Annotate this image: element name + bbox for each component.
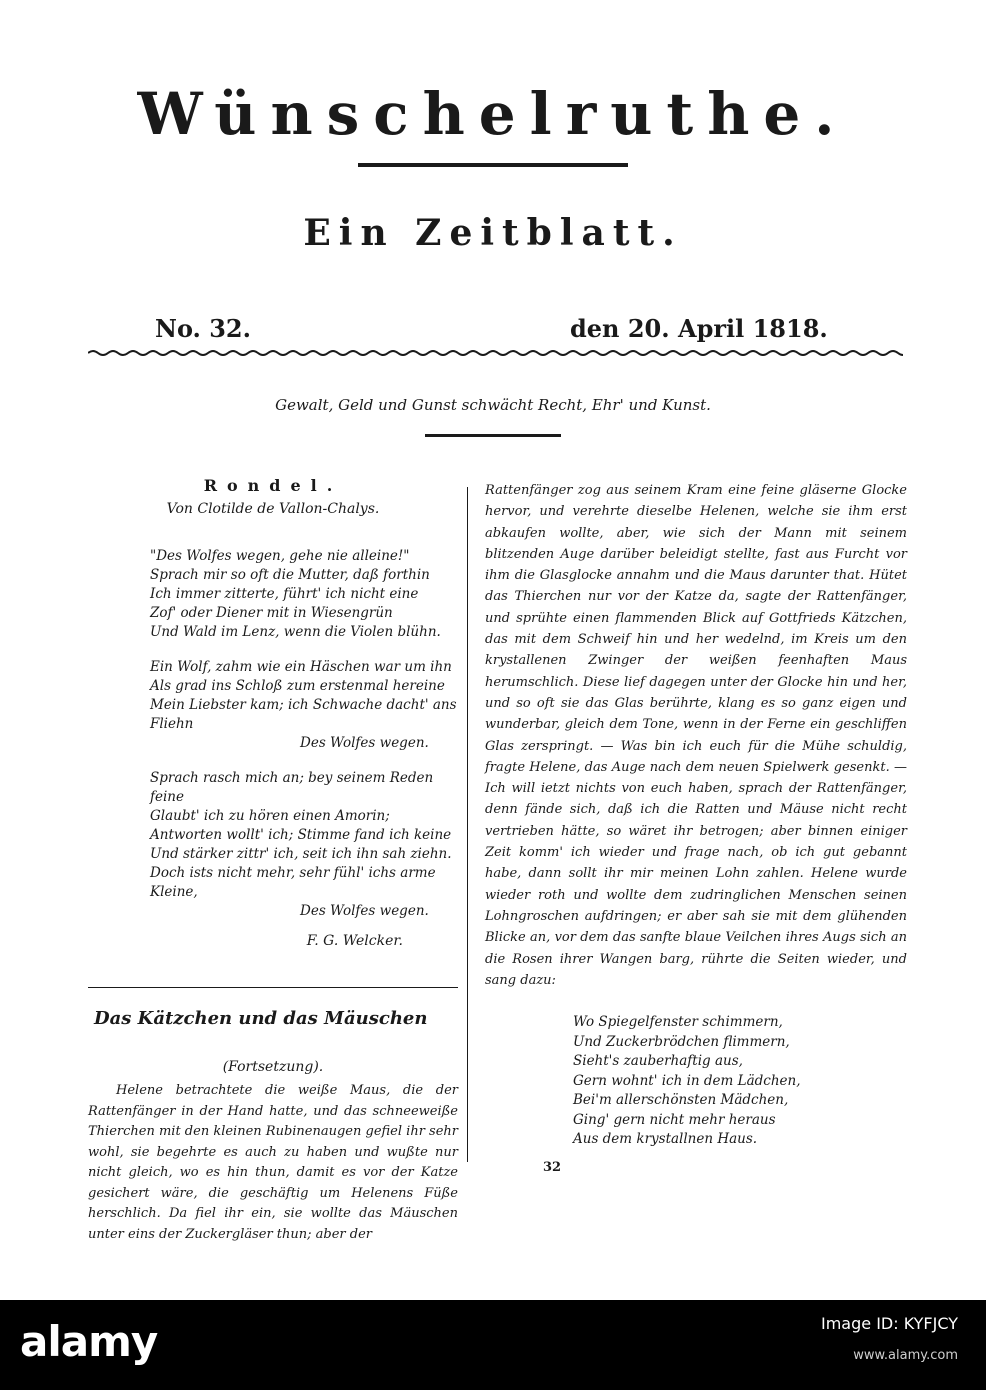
poem-refrain: Des Wolfes wegen.	[300, 903, 429, 919]
wavy-rule	[88, 348, 903, 358]
poem-stanza	[150, 547, 458, 642]
song-line: Ging' gern nicht mehr heraus	[573, 1111, 776, 1128]
alamy-logo: alamy	[20, 1317, 158, 1366]
poem-line: Sprach mir so oft die Mutter, daß forthin	[150, 567, 430, 583]
motto: Gewalt, Geld und Gunst schwächt Recht, Ehr' und Kunst.	[275, 396, 711, 414]
article-paragraph: Rattenfänger zog aus seinem Kram eine feine gläserne Glocke hervor, und verehrte dieselbe Helenen, welche sie ihm erst abkaufen wollte, aber, wie sich der Mann mit seinem blitzenden Auge darüber beleidigt stellte, fast aus Furcht vor ihm die Glasglocke annahm und die Maus darunter that. Hütet das Thierchen nur vor der Katze da, sagte der Rattenfänger, und sprühte einen flammenden Blick auf Gottfrieds Kätzchen, das mit dem Schweif hin und her wedelnd, im Kreis um den krystallenen Zwinger der weißen feenhaften Maus herumschlich. Diese lief dagegen unter der Glocke hin und her, und so oft sie das Glas berührte, klang es so ganz eigen und wunderbar, gleich dem Tone, wenn in der Ferne ein geschliffen Glas zerspringt. — Was bin ich euch für die Mühe schuldig, fragte Helene, das Auge nach dem neuen Spielwerk gesenkt. — Ich will ietzt nichts von euch haben, sprach der Rattenfänger, denn fände sich, daß ich die Ratten und Mäuse nicht recht vertrieben hätte, so wäret ihr betrogen; aber binnen einiger Zeit komm' ich wieder und frage nach, ob ich gut gebannt habe, dann sollt ihr mir meinen Lohn zahlen. Helene wurde wieder roth und wollte dem zudringlichen Menschen seinen Lohngroschen aufdringen; er aber sah sie mit dem glühenden Blicke an, vor dem das sanfte blaue Veilchen ihres Augs sich an die Rosen ihrer Wangen barg, rührte die Seiten wieder, und sang dazu:	[485, 483, 907, 988]
masthead-rule	[358, 163, 628, 167]
poem-signature: F. G. Welcker.	[306, 933, 403, 949]
song-verse	[573, 1013, 907, 1150]
poem-line: Und stärker zittr' ich, seit ich ihn sah ziehn.	[150, 846, 452, 862]
column-divider	[467, 487, 468, 1162]
page-number: 32	[543, 1160, 562, 1175]
poem-line: Als grad ins Schloß zum erstenmal hereine	[150, 678, 445, 694]
poem-line: Sprach rasch mich an; bey seinem Reden feine	[150, 770, 434, 805]
article-text-left	[88, 1081, 458, 1245]
song-line: Bei'm allerschönsten Mädchen,	[573, 1092, 789, 1109]
poem-line: Doch ists nicht mehr, sehr fühl' ichs arme Kleine,	[150, 865, 436, 900]
poem-refrain: Des Wolfes wegen.	[300, 735, 429, 751]
song-line: Wo Spiegelfenster schimmern,	[573, 1014, 783, 1031]
image-id: Image ID: KYFJCY	[821, 1314, 958, 1333]
poem-stanza	[150, 769, 458, 921]
section-divider	[88, 987, 458, 988]
left-column	[88, 472, 458, 1245]
article-paragraph: Helene betrachtete die weiße Maus, die der Rattenfänger in der Hand hatte, und das schneeweiße Thierchen mit den kleinen Rubinenaugen gefiel ihr sehr wohl, sie begehrte es auch zu haben und wußte nur nicht gleich, wo es hin thun, damit es vor der Katze gesichert wäre, die geschäftig um Helenens Füße herschlich. Da fiel ihr ein, sie wollte das Mäuschen unter eins der Zuckergläser thun; aber der	[88, 1083, 458, 1242]
poem-title: Rondel.	[203, 476, 343, 495]
poem-line: "Des Wolfes wegen, gehe nie alleine!"	[150, 548, 410, 564]
poem-line: Antworten wollt' ich; Stimme fand ich keine	[150, 827, 452, 843]
article-title: Das Kätzchen und das Mäuschen	[94, 1008, 428, 1029]
song-line: Aus dem krystallnen Haus.	[573, 1131, 758, 1148]
song-line: Gern wohnt' ich in dem Lädchen,	[573, 1072, 801, 1089]
poem-line: Ein Wolf, zahm wie ein Häschen war um ihn	[150, 659, 452, 675]
right-column	[485, 480, 907, 1150]
poem-line: Und Wald im Lenz, wenn die Violen blühn.	[150, 624, 441, 640]
issue-date: den 20. April 1818.	[570, 314, 828, 343]
article-text-right	[485, 480, 907, 991]
source-url: www.alamy.com	[853, 1348, 958, 1363]
issue-number: No. 32.	[155, 314, 251, 343]
poem-line: Mein Liebster kam; ich Schwache dacht' ans Fliehn	[150, 697, 457, 732]
poem-stanza	[150, 658, 458, 753]
song-line: Sieht's zauberhaftig aus,	[573, 1053, 743, 1070]
poem-line: Zof' oder Diener mit in Wiesengrün	[150, 605, 393, 621]
motto-rule	[425, 434, 561, 437]
poem-line: Ich immer zitterte, führt' ich nicht eine	[150, 586, 419, 602]
masthead-title: Wünschelruthe.	[137, 80, 849, 148]
song-line: Und Zuckerbrödchen flimmern,	[573, 1033, 790, 1050]
article-subtitle: (Fortsetzung).	[222, 1059, 324, 1075]
poem-author: Von Clotilde de Vallon-Chalys.	[166, 501, 380, 517]
masthead-subtitle: Ein Zeitblatt.	[303, 212, 683, 254]
poem-line: Glaubt' ich zu hören einen Amorin;	[150, 808, 390, 824]
